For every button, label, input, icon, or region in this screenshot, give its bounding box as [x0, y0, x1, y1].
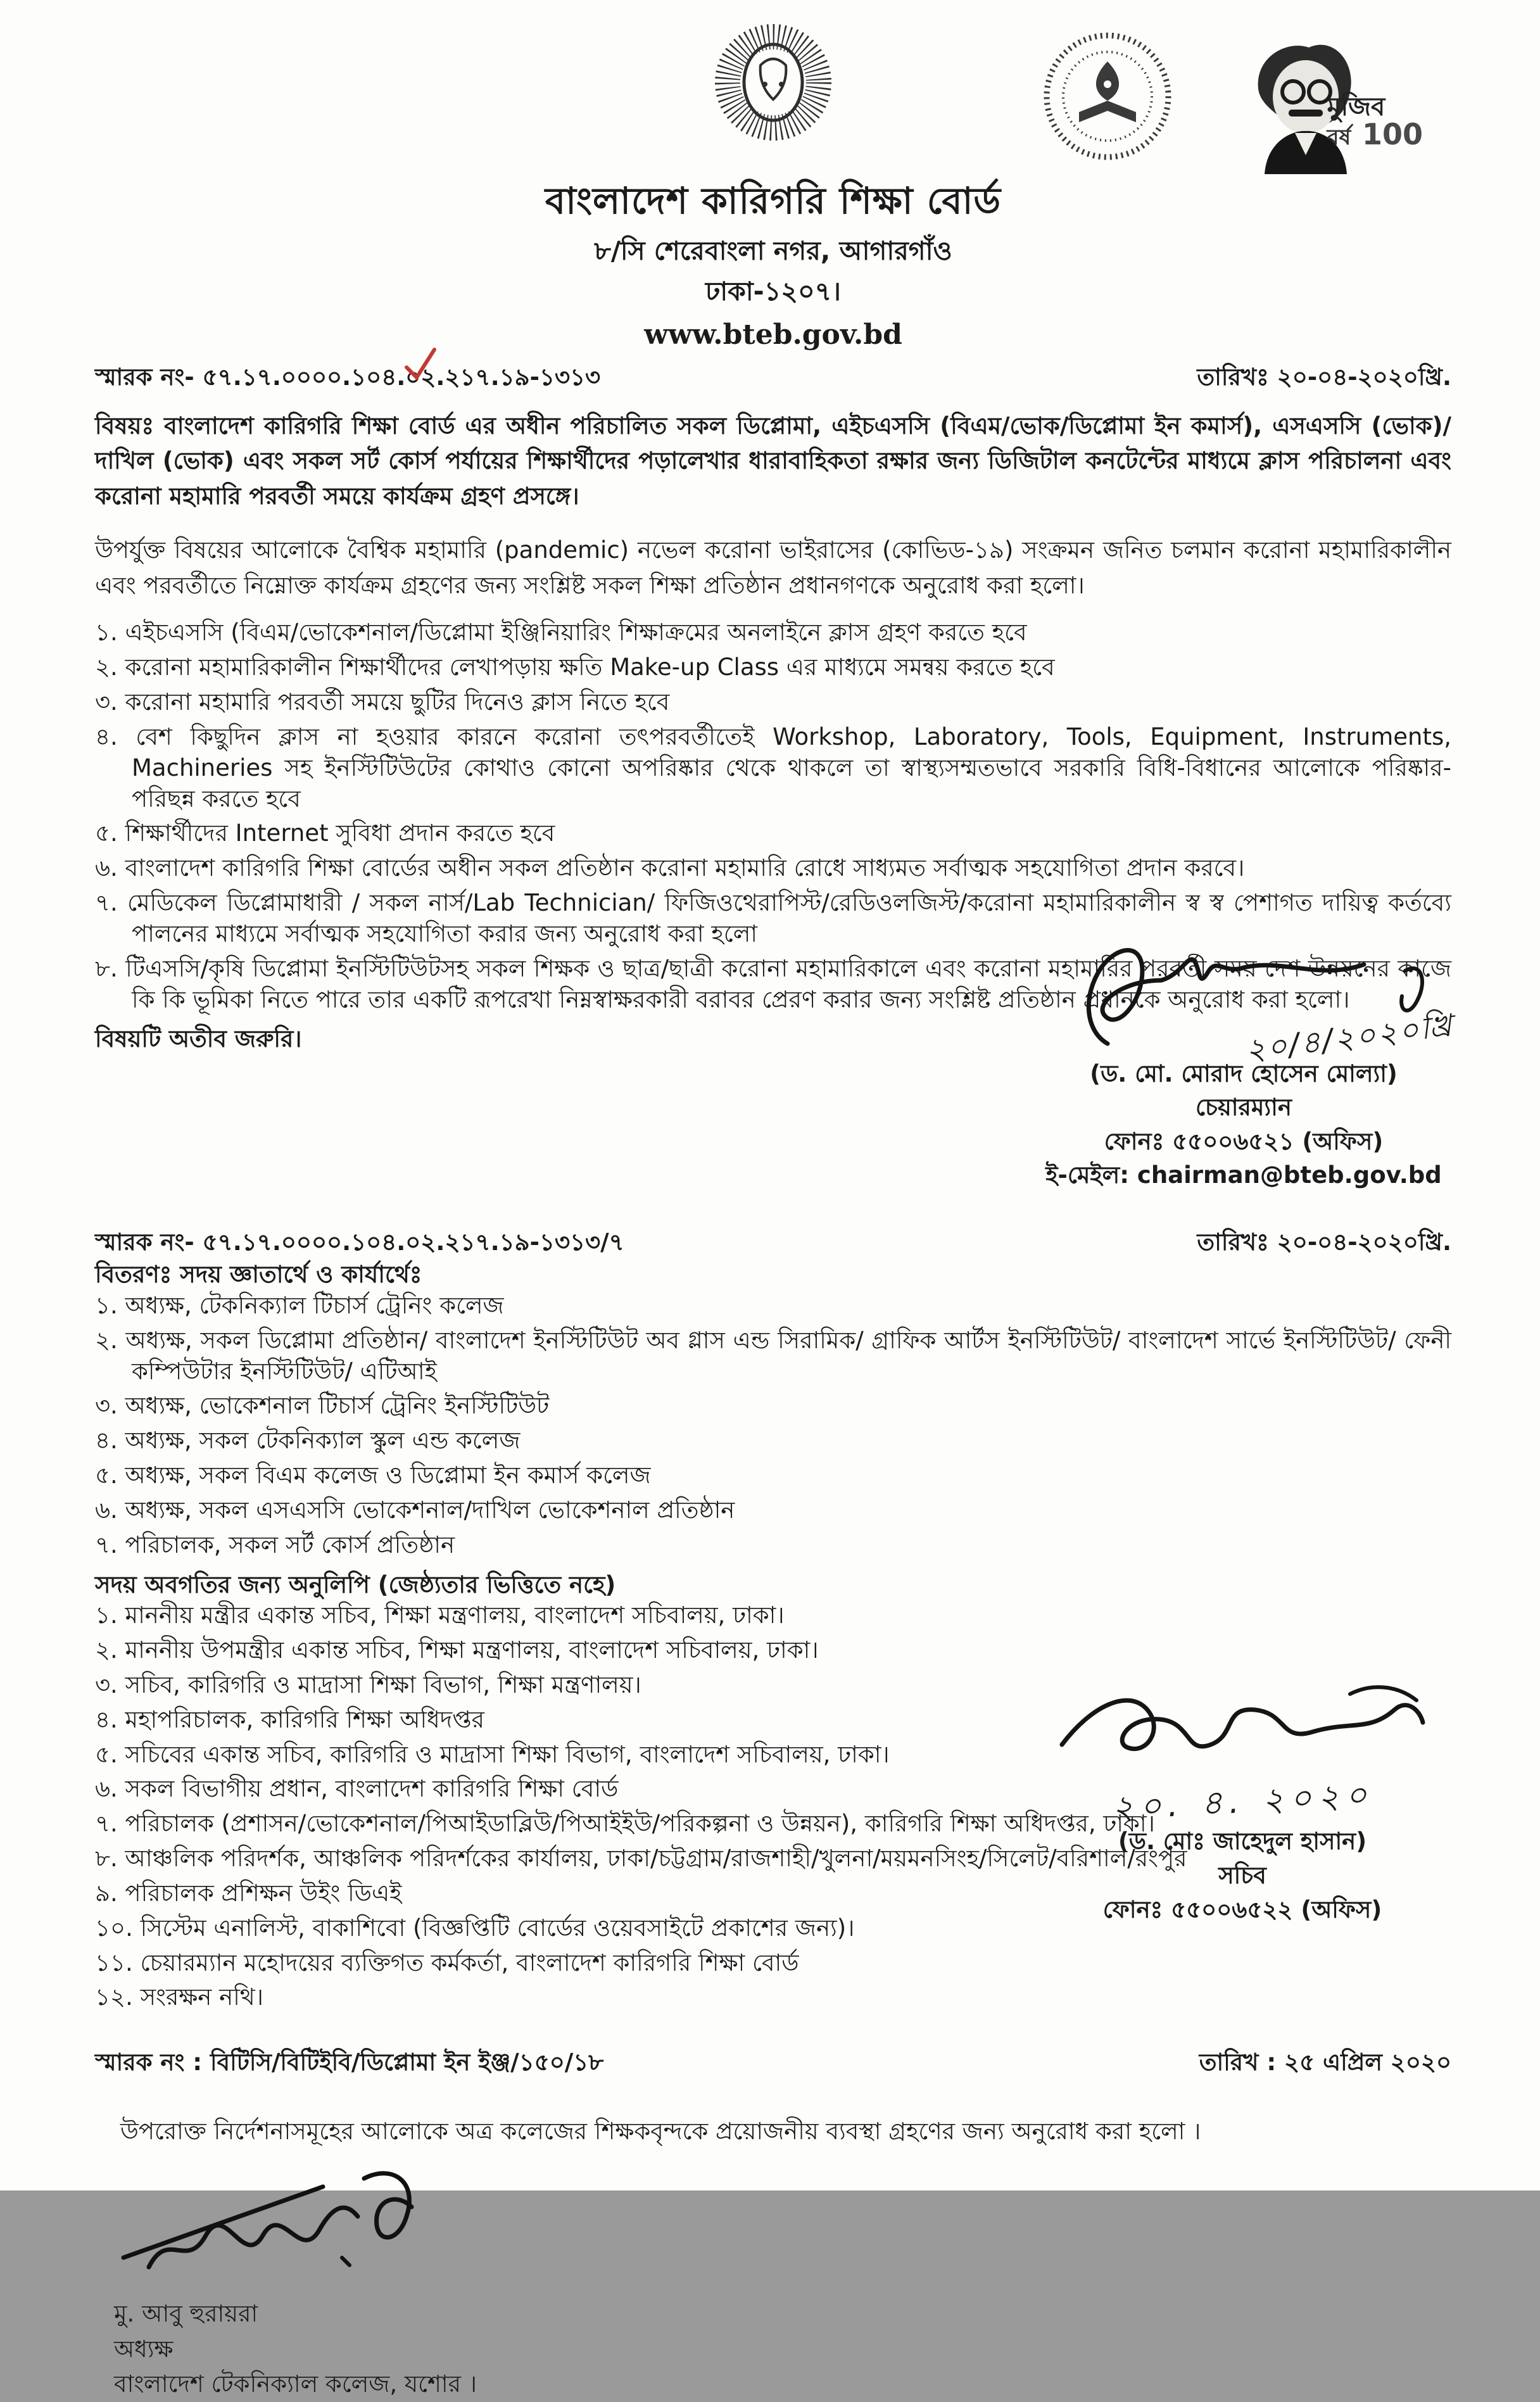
principal-name: মু. আবু হুরায়রা [114, 2300, 258, 2328]
borsho-word: বর্ষ [1327, 125, 1351, 150]
chairman-signature-block [1028, 936, 1459, 1190]
distribution-heading: বিতরণঃ সদয় জ্ঞাতার্থে ও কার্যার্থেঃ [95, 1261, 422, 1289]
directive-item: ২. করোনা মহামারিকালীন শিক্ষার্থীদের লেখাপড়ায় ক্ষতি Make-up Class এর মাধ্যমে সমন্বয় করতে হবে [95, 654, 1055, 681]
secretary-handwritten-date: ২০. ৪. ২০২০ [1111, 1776, 1374, 1828]
memo2-label: স্মারক নং- ৫৭.১৭.০০০০.১০৪.০২.২১৭.১৯-১৩১৩/৭ [95, 1229, 624, 1256]
mujib-100-label [1327, 94, 1423, 149]
urgent-note: বিষয়টি অতীব জরুরি। [95, 1025, 302, 1053]
mujib-100-number: 100 [1361, 117, 1423, 151]
distribution-item: ৭. পরিচালক, সকল সর্ট কোর্স প্রতিষ্ঠান [95, 1531, 455, 1558]
copies-item: ২. মাননীয় উপমন্ত্রীর একান্ত সচিব, শিক্ষা মন্ত্রণালয়, বাংলাদেশ সচিবালয়, ঢাকা। [95, 1636, 819, 1664]
copies-item: ৯. পরিচালক প্রশিক্ষন উইং ডিএই [95, 1879, 402, 1907]
copies-item: ৩. সচিব, কারিগরি ও মাদ্রাসা শিক্ষা বিভাগ, শিক্ষা মন্ত্রণালয়। [95, 1671, 641, 1698]
principal-signature-icon [114, 2163, 443, 2293]
org-website: www.bteb.gov.bd [644, 318, 902, 351]
subject-text: বিষয়ঃ বাংলাদেশ কারিগরি শিক্ষা বোর্ড এর অধীন পরিচালিত সকল ডিপ্লোমা, এইচএসসি (বিএম/ভোক/ডিপ্লোমা ইন কমার্স), এসএসসি (ভোক)/দাখিল (ভোক) এবং সকল সর্ট কোর্স পর্যায়ের শিক্ষার্থীদের পড়ালেখার ধারাবাহিকতা রক্ষার জন্য ডিজিটাল কনটেন্টের মাধ্যমে ক্লাস পরিচালনা এবং করোনা মহামারি পরবর্তী সময়ে কার্যক্রম গ্রহণ প্রসঙ্গে। [95, 412, 1451, 510]
directive-item: ৪. বেশ কিছুদিন ক্লাস না হওয়ার কারনে করোনা তৎপরবর্তীতেই Workshop, Laboratory, Tools, Equipment, Instruments, Machineries সহ ইনস্টিটিউটের কোথাও কোনো অপরিষ্কার থেকে থাকলে তা স্বাস্থ্যসম্মতভাবে সরকারি বিধি-বিধানের আলোকে পরিষ্কার-পরিছন্ন করতে হবে [95, 723, 1451, 812]
memo1-date: তারিখঃ ২০-০৪-২০২০খ্রি. [1197, 363, 1451, 391]
org-name: বাংলাদেশ কারিগরি শিক্ষা বোর্ড [545, 179, 1002, 222]
directive-item: ৭. মেডিকেল ডিপ্লোমাধারী / সকল নার্স/Lab Technician/ ফিজিওথেরাপিস্ট/রেডিওলজিস্ট/করোনা মহামারিকালীন স্ব স্ব পেশাগত দায়িত্ব কর্তব্যে পালনের মাধ্যমে সর্বাত্মক সহযোগিতা করার জন্য অনুরোধ করা হলো [95, 889, 1451, 947]
copies-item: ১১. চেয়ারম্যান মহোদয়ের ব্যক্তিগত কর্মকর্তা, বাংলাদেশ কারিগরি শিক্ষা বোর্ড [95, 1949, 799, 1976]
principal-org: বাংলাদেশ টেকনিক্যাল কলেজ, যশোর । [114, 2370, 477, 2398]
memo1-label [95, 362, 600, 393]
directive-item: ৬. বাংলাদেশ কারিগরি শিক্ষা বোর্ডের অধীন সকল প্রতিষ্ঠান করোনা মহামারি রোধে সাধ্যমত সর্বাত্মক সহযোগিতা প্রদান করবে। [95, 854, 1245, 882]
principal-signature-block [114, 2163, 1451, 2402]
copies-item: ৮. আঞ্চলিক পরিদর্শক, আঞ্চলিক পরিদর্শকের কার্যালয়, ঢাকা/চট্টগ্রাম/রাজশাহী/খুলনা/ময়মনসিংহ/সিলেট/বরিশাল/রংপুর [95, 1845, 1187, 1873]
distribution-list [95, 1291, 1451, 1561]
copies-item: ৫. সচিবের একান্ত সচিব, কারিগরি ও মাদ্রাসা শিক্ষা বিভাগ, বাংলাদেশ সচিবালয়, ঢাকা। [95, 1740, 890, 1768]
distribution-item: ৫. অধ্যক্ষ, সকল বিএম কলেজ ও ডিপ্লোমা ইন কমার্স কলেজ [95, 1462, 651, 1489]
secretary-signature-block [1040, 1672, 1445, 1925]
chairman-title: চেয়ারম্যান [1196, 1094, 1292, 1122]
distribution-item: ৩. অধ্যক্ষ, ভোকেশনাল টিচার্স ট্রেনিং ইনস্টিটিউট [95, 1392, 550, 1420]
red-tick-icon [399, 344, 441, 391]
chairman-handwritten-date: ২০/৪/২০২০খ্রি [1243, 1007, 1456, 1068]
memo1-label-text: স্মারক নং- ৫৭.১৭.০০০০.১০৪.০২.২১৭.১৯-১৩১৩ [95, 363, 601, 391]
directive-item: ১. এইচএসসি (বিএম/ভোকেশনাল/ডিপ্লোমা ইঞ্জিনিয়ারিং শিক্ষাক্রমের অনলাইনে ক্লাস গ্রহণ করতে হবে [95, 619, 1027, 647]
copies-heading: সদয় অবগতির জন্য অনুলিপি (জেষ্ঠ্যতার ভিত্তিতে নহে) [95, 1571, 616, 1598]
distribution-item: ২. অধ্যক্ষ, সকল ডিপ্লোমা প্রতিষ্ঠান/ বাংলাদেশ ইনস্টিটিউট অব গ্লাস এন্ড সিরামিক/ গ্রাফিক আর্টস ইনস্টিটিউট/ বাংলাদেশ সার্ভে ইনস্টিটিউট/ ফেনী কম্পিউটার ইনস্টিটিউট/ এটিআই [95, 1326, 1451, 1385]
copies-item: ১. মাননীয় মন্ত্রীর একান্ত সচিব, শিক্ষা মন্ত্রণালয়, বাংলাদেশ সচিবালয়, ঢাকা। [95, 1602, 785, 1629]
distribution-item: ১. অধ্যক্ষ, টেকনিক্যাল টিচার্স ট্রেনিং কলেজ [95, 1291, 504, 1319]
memo2-row [95, 1227, 1451, 1258]
chairman-name: (ড. মো. মোরাদ হোসেন মোল্যা) [1090, 1060, 1398, 1087]
directive-item: ৮. টিএসসি/কৃষি ডিপ্লোমা ইনস্টিটিউটসহ সকল শিক্ষক ও ছাত্র/ছাত্রী করোনা মহামারিকালে এবং করোনা মহামারির পরবর্তী সময় দেশ উন্নয়নের কাজে কি কি ভূমিকা নিতে পারে তার একটি রূপরেখা নিম্নস্বাক্ষরকারী বরাবর প্রেরণ করার জন্য সংশ্লিষ্ট প্রতিষ্ঠান প্রধানকে অনুরোধ করা হলো। [95, 954, 1451, 1013]
memo1-row [95, 362, 1451, 393]
mujib-100-icon [1220, 28, 1429, 174]
principal-title: অধ্যক্ষ [114, 2335, 174, 2363]
bteb-monogram-icon [713, 16, 833, 173]
copies-item: ৬. সকল বিভাগীয় প্রধান, বাংলাদেশ কারিগরি শিক্ষা বোর্ড [95, 1775, 619, 1803]
secretary-name: (ড. মোঃ জাহেদুল হাসান) [1118, 1827, 1367, 1855]
memo3-date: তারিখ : ২৫ এপ্রিল ২০২০ [1199, 2049, 1451, 2076]
secretary-title: সচিব [1218, 1861, 1266, 1889]
chairman-phone: ফোনঃ ৫৫০০৬৫২১ (অফিস) [1104, 1127, 1384, 1155]
secretary-signature-icon [1052, 1672, 1432, 1781]
education-seal-icon [1040, 28, 1176, 173]
memo3-label: স্মারক নং : বিটিসি/বিটিইবি/ডিপ্লোমা ইন ইঞ্জ/১৫০/১৮ [95, 2049, 604, 2076]
copies-item: ৪. মহাপরিচালক, কারিগরি শিক্ষা অধিদপ্তর [95, 1705, 484, 1733]
memo2-date: তারিখঃ ২০-০৪-২০২০খ্রি. [1197, 1229, 1451, 1256]
directive-item: ৫. শিক্ষার্থীদের Internet সুবিধা প্রদান করতে হবে [95, 819, 555, 847]
org-address-line2: ঢাকা-১২০৭। [705, 276, 841, 307]
mujib-word: মুজিব [1327, 92, 1385, 122]
copies-item: ১২. সংরক্ষন নথি। [95, 1983, 263, 2011]
closing-paragraph: উপরোক্ত নির্দেশনাসমূহের আলোকে অত্র কলেজের শিক্ষকবৃন্দকে প্রয়োজনীয় ব্যবস্থা গ্রহণের জন্য অনুরোধ করা হলো । [120, 2118, 1201, 2146]
corner-logos [1040, 28, 1429, 174]
distribution-item: ৬. অধ্যক্ষ, সকল এসএসসি ভোকেশনাল/দাখিল ভোকেশনাল প্রতিষ্ঠান [95, 1496, 735, 1524]
copies-item: ১০. সিস্টেম এনালিস্ট, বাকাশিবো (বিজ্ঞপ্তিটি বোর্ডের ওয়েবসাইটে প্রকাশের জন্য)। [95, 1914, 855, 1942]
memo3-row [95, 2047, 1451, 2078]
copies-item: ৭. পরিচালক (প্রশাসন/ভোকেশনাল/পিআইডাব্লিউ/পিআইইউ/পরিকল্পনা ও উন্নয়ন), কারিগরি শিক্ষা অধিদপ্তর, ঢাকা। [95, 1810, 1155, 1838]
distribution-item: ৪. অধ্যক্ষ, সকল টেকনিক্যাল স্কুল এন্ড কলেজ [95, 1427, 521, 1455]
chairman-email: ই-মেইল: chairman@bteb.gov.bd [1045, 1161, 1442, 1189]
secretary-phone: ফোনঃ ৫৫০০৬৫২২ (অফিস) [1102, 1895, 1382, 1923]
directive-item: ৩. করোনা মহামারি পরবর্তী সময়ে ছুটির দিনেও ক্লাস নিতে হবে [95, 688, 670, 716]
intro-paragraph: উপর্যুক্ত বিষয়ের আলোকে বৈশ্বিক মহামারি (pandemic) নভেল করোনা ভাইরাসের (কোভিড-১৯) সংক্রমন জনিত চলমান করোনা মহামারিকালীন এবং পরবর্তীতে নিম্নোক্ত কার্যক্রম গ্রহণের জন্য সংশ্লিষ্ট সকল শিক্ষা প্রতিষ্ঠান প্রধানগণকে অনুরোধ করা হলো। [95, 536, 1451, 600]
org-address-line1: ৮/সি শেরেবাংলা নগর, আগারগাঁও [594, 236, 952, 267]
